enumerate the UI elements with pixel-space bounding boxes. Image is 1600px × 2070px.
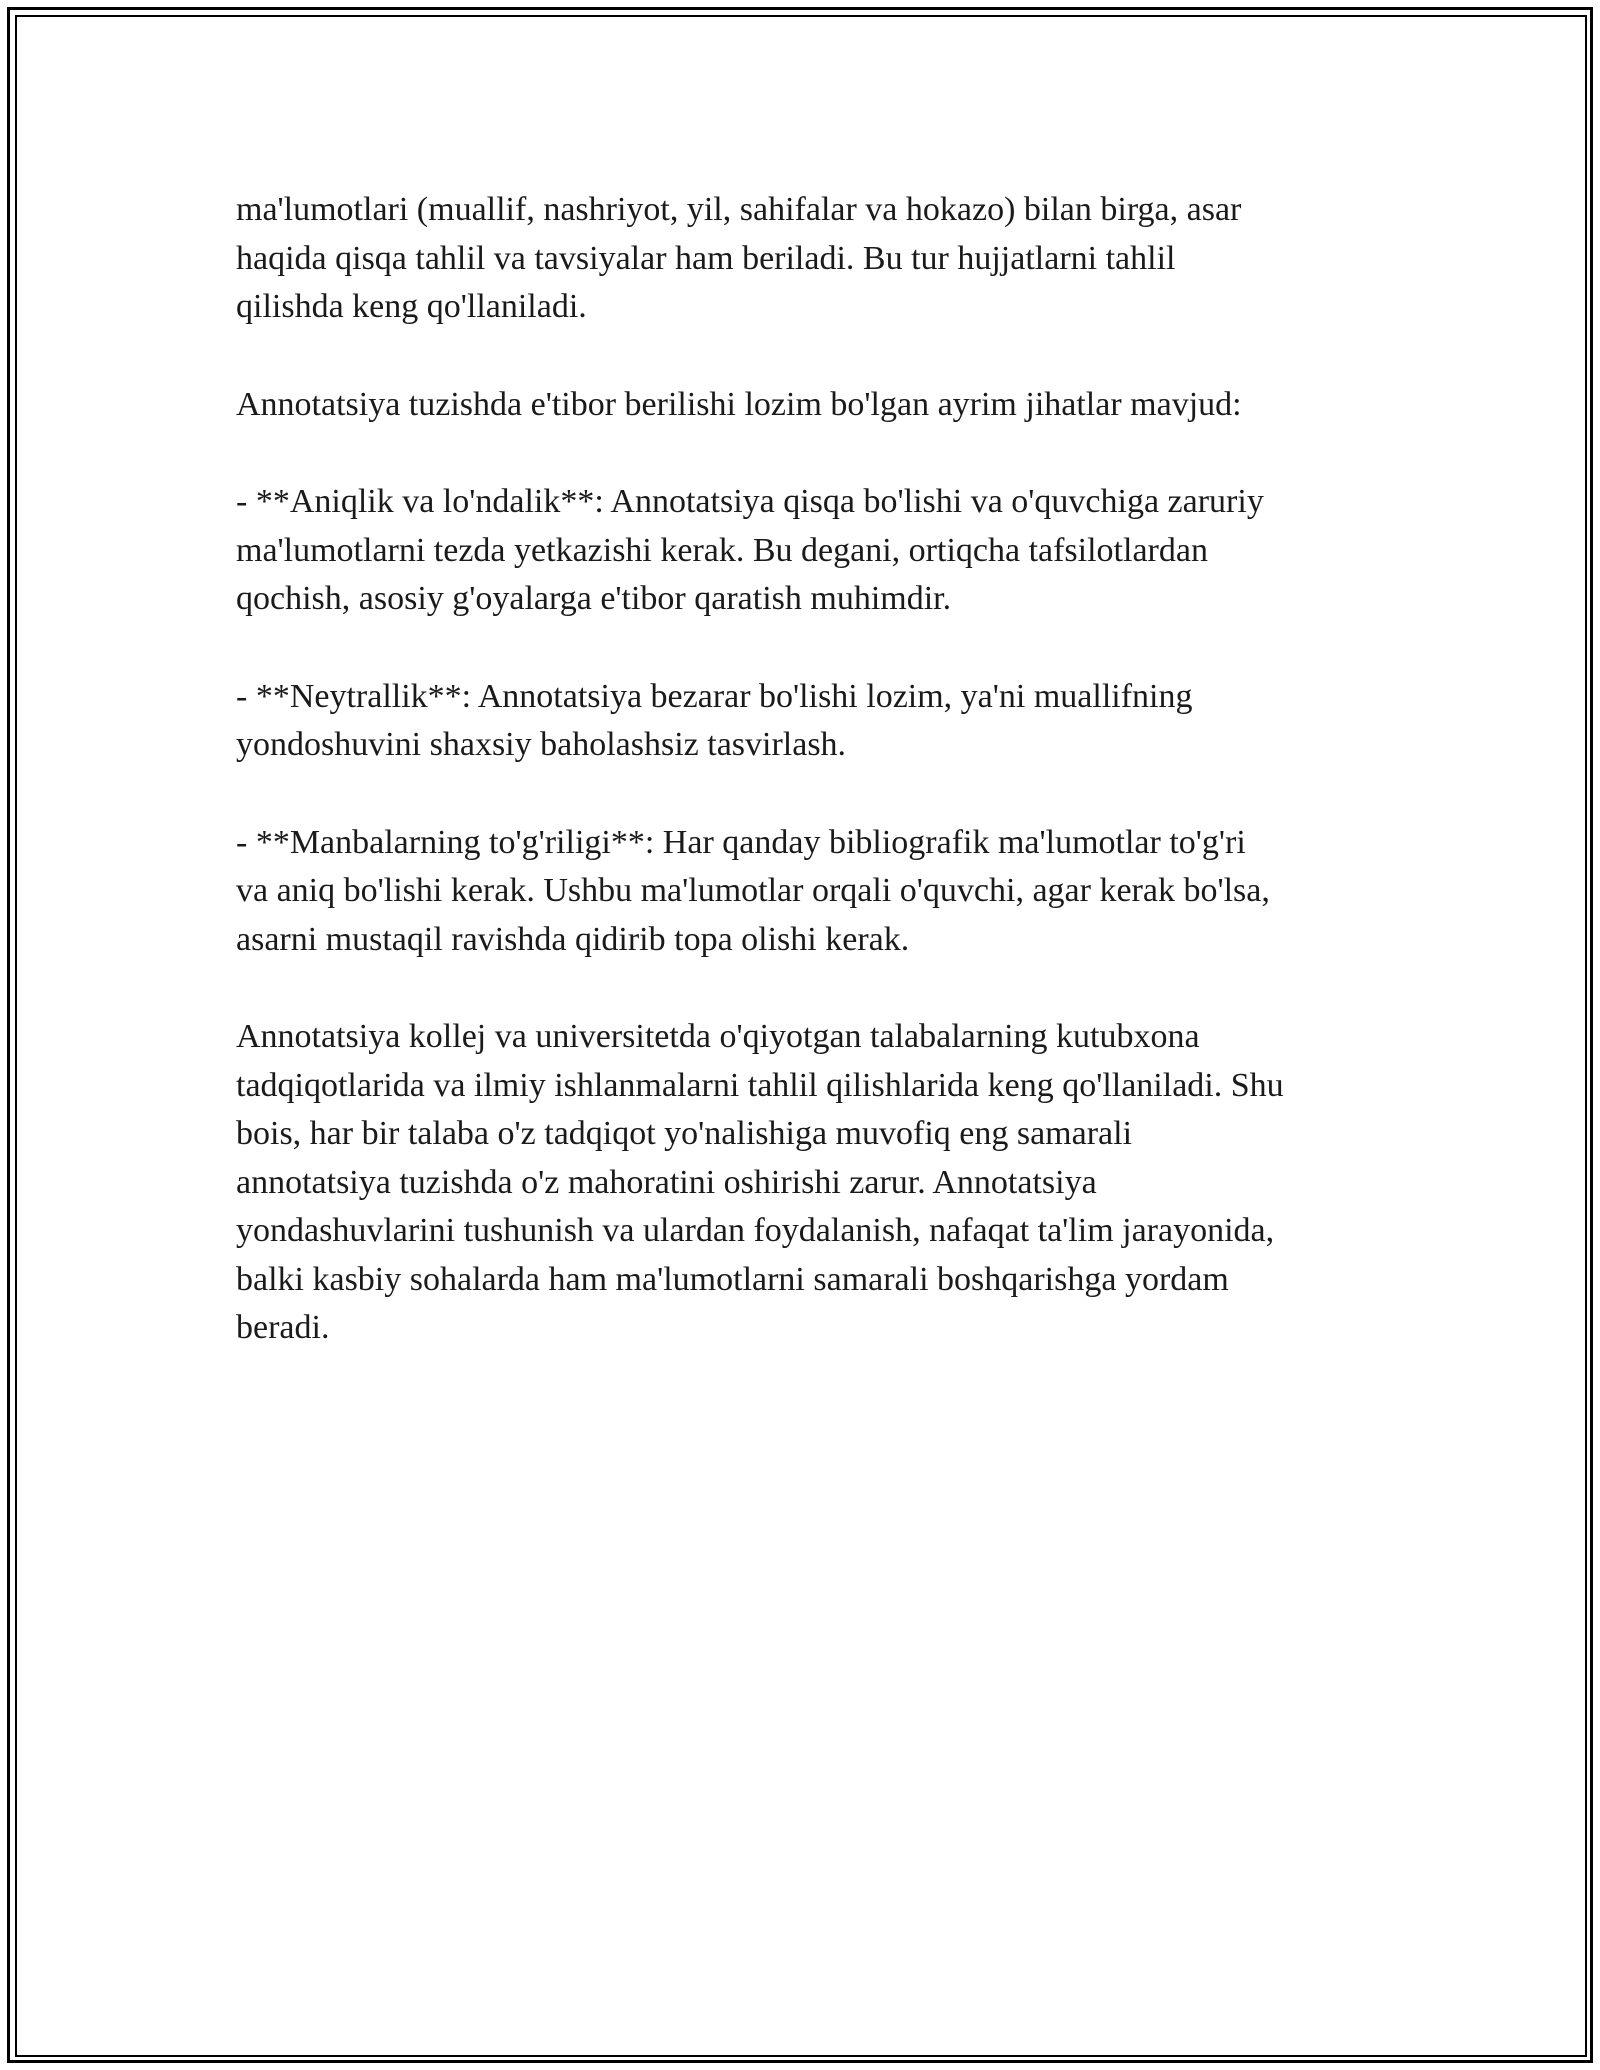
paragraph-bibliographic-continuation: ma'lumotlari (muallif, nashriyot, yil, sahifalar va hokazo) bilan birga, asar haqida qisqa tahlil va tavsiyalar ham beriladi. Bu tur hujjatlarni tahlil qilishda keng qo'llaniladi. [236,191,1242,325]
list-item-neutrality: - **Neytrallik**: Annotatsiya bezarar bo'lishi lozim, ya'ni muallifning yondoshuvini shaxsiy baholashsiz tasvirlash. [236,677,1193,763]
paragraph-annotation-aspects-intro: Annotatsiya tuzishda e'tibor berilishi lozim bo'lgan ayrim jihatlar mavjud: [236,385,1242,423]
list-item-accuracy: - **Aniqlik va lo'ndalik**: Annotatsiya qisqa bo'lishi va o'quvchiga zaruriy ma'lumotlarni tezda yetkazishi kerak. Bu degani, ortiqcha tafsilotlardan qochish, asosiy g'oyalarga e'tibor qaratish muhimdir. [236,483,1264,617]
document-body [236,186,1376,1353]
paragraph-conclusion: Annotatsiya kollej va universitetda o'qiyotgan talabalarning kutubxona tadqiqotlarida va ilmiy ishlanmalarni tahlil qilishlarida keng qo'llaniladi. Shu bois, har bir talaba o'z tadqiqot yo'nalishiga muvofiq eng samarali annotatsiya tuzishda o'z mahoratini oshirishi zarur. Annotatsiya yondashuvlarini tushunish va ulardan foydalanish, nafaqat ta'lim jarayonida, balki kasbiy sohalarda ham ma'lumotlarni samarali boshqarishga yordam beradi. [236,1018,1284,1346]
list-item-source-correctness: - **Manbalarning to'g'riligi**: Har qanday bibliografik ma'lumotlar to'g'ri va aniq bo'lishi kerak. Ushbu ma'lumotlar orqali o'quvchi, agar kerak bo'lsa, asarni mustaqil ravishda qidirib topa olishi kerak. [236,823,1270,958]
